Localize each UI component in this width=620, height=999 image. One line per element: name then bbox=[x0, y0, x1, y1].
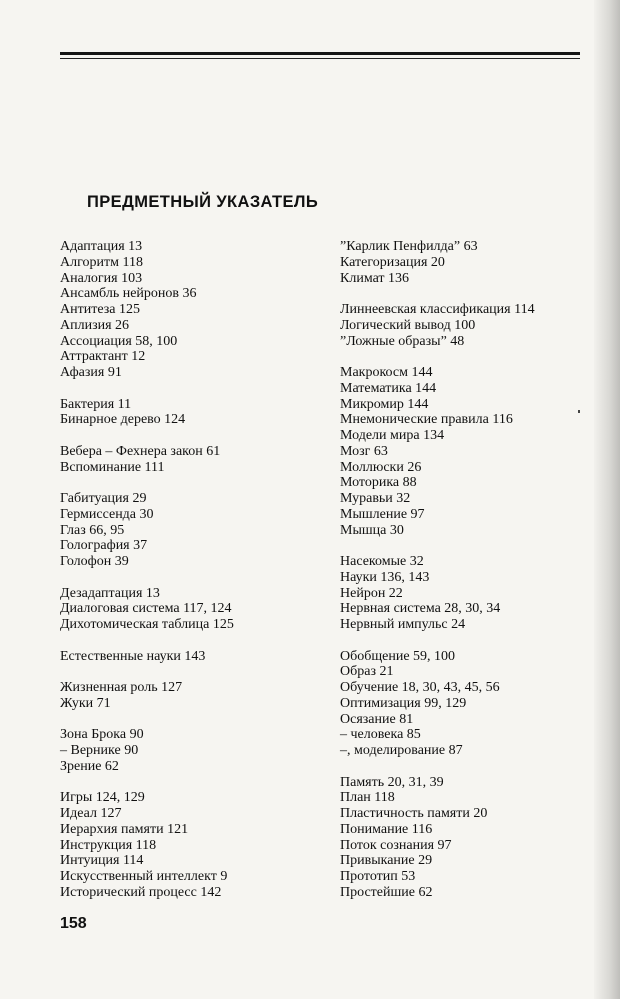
index-entry: Адаптация 13 bbox=[60, 239, 143, 254]
index-entry: Антитеза 125 bbox=[60, 302, 140, 317]
index-entry: Поток сознания 97 bbox=[340, 837, 452, 853]
header-rule-thin bbox=[60, 58, 580, 59]
index-entry: Жизненная роль 127 bbox=[60, 680, 183, 695]
header-rule-thick bbox=[60, 52, 580, 55]
index-entry: Линнеевская классификация 114 bbox=[340, 302, 535, 317]
entry-group-gap bbox=[340, 349, 600, 365]
index-entry: Голофон 39 bbox=[60, 554, 129, 569]
index-entry: Науки 136, 143 bbox=[340, 569, 430, 585]
index-entry: Нервная система 28, 30, 34 bbox=[340, 601, 501, 617]
index-entry: Иерархия памяти 121 bbox=[60, 821, 189, 837]
entry-group-gap bbox=[60, 775, 320, 791]
page-number: 158 bbox=[60, 915, 87, 932]
index-entry: Глаз 66, 95 bbox=[60, 522, 125, 538]
index-column-left bbox=[60, 239, 320, 901]
index-entry: Категоризация 20 bbox=[340, 254, 445, 270]
index-entry: Мышление 97 bbox=[340, 506, 425, 522]
index-entry: Мозг 63 bbox=[340, 443, 388, 459]
index-entry: Афазия 91 bbox=[60, 365, 122, 380]
index-entry: Пластичность памяти 20 bbox=[340, 806, 488, 821]
index-entry: Бинарное дерево 124 bbox=[60, 412, 186, 428]
entry-group-gap bbox=[60, 633, 320, 649]
index-entry: Естественные науки 143 bbox=[60, 648, 206, 664]
print-speck bbox=[578, 410, 580, 413]
index-entry: Ансамбль нейронов 36 bbox=[60, 286, 197, 302]
index-entry: Модели мира 134 bbox=[340, 428, 445, 443]
entry-group-gap bbox=[60, 475, 320, 491]
index-entry: Нейрон 22 bbox=[340, 585, 403, 601]
index-entry: Габитуация 29 bbox=[60, 491, 147, 506]
index-entry: Насекомые 32 bbox=[340, 554, 424, 569]
index-entry: Инструкция 118 bbox=[60, 837, 157, 853]
index-entry: Прототип 53 bbox=[340, 869, 416, 884]
index-entry: Нервный импульс 24 bbox=[340, 617, 466, 632]
index-entry: Исторический процесс 142 bbox=[60, 884, 222, 900]
index-entry: Зрение 62 bbox=[60, 758, 119, 774]
index-entry: Образ 21 bbox=[340, 664, 394, 680]
index-entry: Мнемонические правила 116 bbox=[340, 412, 513, 428]
index-entry: – Вернике 90 bbox=[60, 743, 139, 758]
index-entry: Гермиссенда 30 bbox=[60, 506, 154, 522]
index-entry: Осязание 81 bbox=[340, 711, 414, 727]
index-entry: Ассоциация 58, 100 bbox=[60, 333, 178, 349]
entry-group-gap bbox=[60, 428, 320, 444]
index-entry: Моллюски 26 bbox=[340, 459, 422, 475]
index-entry: –, моделирование 87 bbox=[340, 743, 463, 758]
index-entry: Память 20, 31, 39 bbox=[340, 774, 444, 790]
index-entry: Привыкание 29 bbox=[340, 853, 433, 869]
index-entry: Аналогия 103 bbox=[60, 270, 143, 286]
index-entry: Мышца 30 bbox=[340, 522, 404, 538]
index-entry: Муравьи 32 bbox=[340, 491, 411, 506]
index-entry: Бактерия 11 bbox=[60, 396, 132, 412]
index-entry: Простейшие 62 bbox=[340, 884, 433, 900]
index-entry: ”Ложные образы” 48 bbox=[340, 333, 465, 349]
index-entry: Микромир 144 bbox=[340, 396, 429, 412]
entry-group-gap bbox=[340, 633, 600, 649]
index-entry: Дезадаптация 13 bbox=[60, 585, 160, 601]
index-entry: Зона Брока 90 bbox=[60, 727, 144, 743]
entry-group-gap bbox=[60, 570, 320, 586]
index-column-right bbox=[340, 239, 600, 901]
index-entry: Искусственный интеллект 9 bbox=[60, 869, 228, 884]
index-entry: Аттрактант 12 bbox=[60, 349, 146, 365]
index-entry: Оптимизация 99, 129 bbox=[340, 695, 467, 711]
index-entry: Макрокосм 144 bbox=[340, 365, 433, 380]
index-entry: Моторика 88 bbox=[340, 475, 417, 491]
index-entry: ”Карлик Пенфилда” 63 bbox=[340, 239, 478, 254]
index-entry: Голография 37 bbox=[60, 538, 148, 554]
index-entry: План 118 bbox=[340, 790, 395, 806]
entry-group-gap bbox=[340, 286, 600, 302]
entry-group-gap bbox=[60, 381, 320, 397]
index-entry: Математика 144 bbox=[340, 380, 437, 396]
entry-group-gap bbox=[340, 759, 600, 775]
page-title: ПРЕДМЕТНЫЙ УКАЗАТЕЛЬ bbox=[87, 193, 319, 211]
index-entry: Обучение 18, 30, 43, 45, 56 bbox=[340, 680, 500, 695]
index-entry: Понимание 116 bbox=[340, 821, 433, 837]
index-entry: Дихотомическая таблица 125 bbox=[60, 617, 234, 632]
index-entry: – человека 85 bbox=[340, 727, 421, 743]
index-entry: Алгоритм 118 bbox=[60, 254, 143, 270]
index-entry: Вебера – Фехнера закон 61 bbox=[60, 443, 221, 459]
index-entry: Игры 124, 129 bbox=[60, 790, 145, 806]
index-entry: Климат 136 bbox=[340, 270, 410, 286]
index-entry: Интуиция 114 bbox=[60, 853, 144, 869]
index-entry: Жуки 71 bbox=[60, 695, 111, 711]
index-entry: Обобщение 59, 100 bbox=[340, 648, 456, 664]
index-entry: Логический вывод 100 bbox=[340, 317, 476, 333]
index-entry: Диалоговая система 117, 124 bbox=[60, 601, 232, 617]
index-entry: Идеал 127 bbox=[60, 806, 122, 821]
entry-group-gap bbox=[60, 664, 320, 680]
index-entry: Вспоминание 111 bbox=[60, 459, 165, 475]
entry-group-gap bbox=[340, 538, 600, 554]
entry-group-gap bbox=[60, 712, 320, 728]
index-entry: Аплизия 26 bbox=[60, 317, 130, 333]
